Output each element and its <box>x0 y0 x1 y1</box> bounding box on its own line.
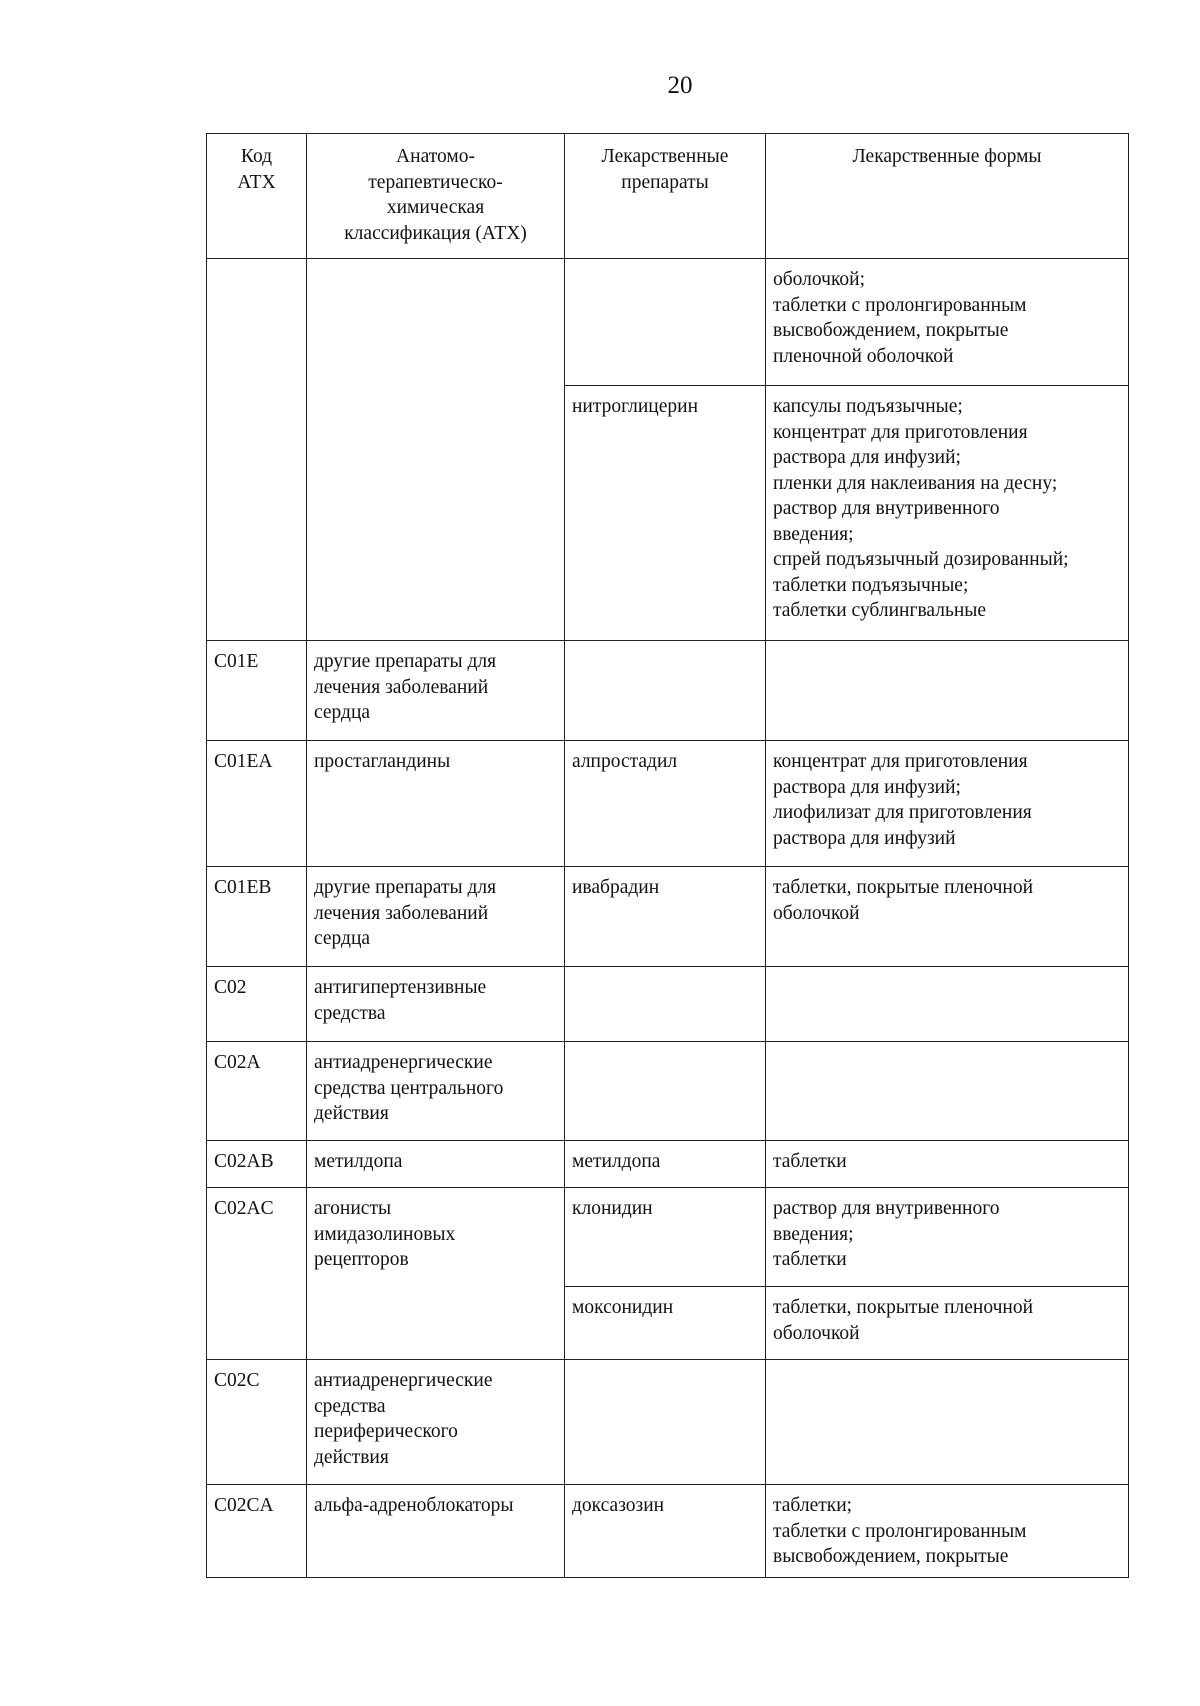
table-row <box>207 867 1129 967</box>
cell-drug <box>565 1360 766 1485</box>
cell-drug: доксазозин <box>565 1485 766 1578</box>
cell-code: C02 <box>207 967 307 1042</box>
table-header-row <box>207 134 1129 259</box>
header-code: Код АТХ <box>207 134 307 259</box>
cell-classification: антиадренергические средства периферического действия <box>307 1360 565 1485</box>
cell-drug: нитроглицерин <box>565 386 766 641</box>
header-forms: Лекарственные формы <box>766 134 1129 259</box>
cell-classification: антигипертензивные средства <box>307 967 565 1042</box>
cell-code: C02CA <box>207 1485 307 1578</box>
header-classification: Анатомо- терапевтическо- химическая классификация (АТХ) <box>307 134 565 259</box>
cell-classification: простагландины <box>307 741 565 867</box>
table-row <box>207 641 1129 741</box>
cell-classification: альфа-адреноблокаторы <box>307 1485 565 1578</box>
cell-forms: таблетки <box>766 1141 1129 1188</box>
cell-code: C02A <box>207 1042 307 1141</box>
cell-code: C02AB <box>207 1141 307 1188</box>
cell-classification: антиадренергические средства центрального действия <box>307 1042 565 1141</box>
page-number: 20 <box>667 72 693 99</box>
cell-drug <box>565 259 766 386</box>
cell-code: C01EB <box>207 867 307 967</box>
table-row <box>207 259 1129 386</box>
cell-forms: капсулы подъязычные; концентрат для приготовления раствора для инфузий; пленки для наклеивания на десну; раствор для внутривенного введения; спрей подъязычный дозированный; таблетки подъязычные; таблетки сублингвальные <box>766 386 1129 641</box>
table-row <box>207 1360 1129 1485</box>
cell-code <box>207 259 307 641</box>
cell-code: C02AC <box>207 1188 307 1360</box>
cell-forms <box>766 967 1129 1042</box>
cell-drug: алпростадил <box>565 741 766 867</box>
cell-drug: моксонидин <box>565 1287 766 1360</box>
table-row <box>207 1188 1129 1287</box>
table-row <box>207 1485 1129 1578</box>
cell-drug <box>565 641 766 741</box>
cell-forms: таблетки, покрытые пленочной оболочкой <box>766 1287 1129 1360</box>
cell-code: C01EA <box>207 741 307 867</box>
cell-code: C02C <box>207 1360 307 1485</box>
cell-drug: метилдопа <box>565 1141 766 1188</box>
cell-forms: оболочкой; таблетки с пролонгированным высвобождением, покрытые пленочной оболочкой <box>766 259 1129 386</box>
table-row <box>207 1042 1129 1141</box>
table-row <box>207 741 1129 867</box>
table-row <box>207 1141 1129 1188</box>
header-drugs: Лекарственные препараты <box>565 134 766 259</box>
cell-forms: концентрат для приготовления раствора для инфузий; лиофилизат для приготовления раствора для инфузий <box>766 741 1129 867</box>
atx-table <box>206 133 1129 1578</box>
cell-forms <box>766 641 1129 741</box>
cell-classification: агонисты имидазолиновых рецепторов <box>307 1188 565 1360</box>
table-row <box>207 967 1129 1042</box>
cell-drug <box>565 1042 766 1141</box>
cell-forms <box>766 1042 1129 1141</box>
cell-classification: другие препараты для лечения заболеваний сердца <box>307 641 565 741</box>
cell-code: C01E <box>207 641 307 741</box>
cell-drug: клонидин <box>565 1188 766 1287</box>
cell-forms: таблетки; таблетки с пролонгированным высвобождением, покрытые <box>766 1485 1129 1578</box>
cell-forms: таблетки, покрытые пленочной оболочкой <box>766 867 1129 967</box>
cell-drug: ивабрадин <box>565 867 766 967</box>
cell-forms <box>766 1360 1129 1485</box>
cell-classification: метилдопа <box>307 1141 565 1188</box>
cell-drug <box>565 967 766 1042</box>
cell-classification <box>307 259 565 641</box>
cell-forms: раствор для внутривенного введения; таблетки <box>766 1188 1129 1287</box>
cell-classification: другие препараты для лечения заболеваний сердца <box>307 867 565 967</box>
